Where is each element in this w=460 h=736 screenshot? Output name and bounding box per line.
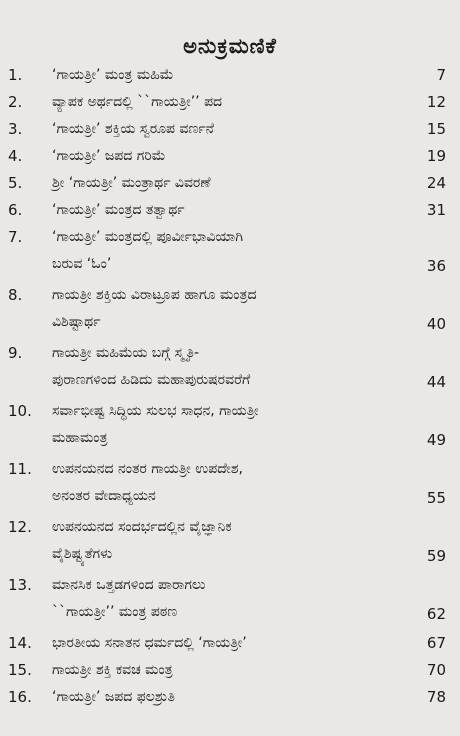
toc-entry-number: 16.	[8, 688, 32, 706]
toc-entry-page-number: 67	[426, 634, 446, 652]
toc-entry-number: 3.	[8, 120, 23, 138]
toc-entry-page-number: 49	[426, 431, 446, 449]
toc-entry-number: 7.	[8, 228, 23, 246]
toc-entry-title-line: ವಿಶಿಷ್ಟಾರ್ಥ	[52, 314, 101, 330]
toc-entry	[6, 143, 446, 170]
toc-entry-title-line: ಭಾರತೀಯ ಸನಾತನ ಧರ್ಮದಲ್ಲಿ ‘ಗಾಯತ್ರೀ’	[52, 635, 247, 651]
table-of-contents	[6, 62, 446, 711]
toc-entry-title	[52, 456, 404, 510]
toc-entry-title-line: ‘ಗಾಯತ್ರೀ’ ಮಂತ್ರ ಮಹಿಮೆ	[52, 67, 174, 83]
toc-entry-number: 5.	[8, 174, 23, 192]
toc-entry-page-number: 19	[426, 147, 446, 165]
toc-entry-page-number: 12	[426, 93, 446, 111]
toc-entry-title-line: ಉಪನಯನದ ಸಂದರ್ಭದಲ್ಲಿನ ವೈಜ್ಞಾನಿಕ	[52, 519, 232, 535]
toc-entry	[6, 398, 446, 454]
toc-entry-number: 9.	[8, 344, 23, 362]
toc-entry-title-line: ‘ಗಾಯತ್ರೀ’ ಶಕ್ತಿಯ ಸ್ವರೂಪ ವರ್ಣನೆ	[52, 121, 214, 137]
toc-entry	[6, 684, 446, 711]
toc-entry-title-line: ಶ್ರೀ ‘ಗಾಯತ್ರೀ’ ಮಂತ್ರಾರ್ಥ ವಿವರಣೆ	[52, 175, 211, 191]
toc-entry-number: 13.	[8, 576, 32, 594]
toc-entry-number: 11.	[8, 460, 32, 478]
toc-entry	[6, 572, 446, 628]
toc-entry-title	[52, 572, 404, 626]
toc-entry-page-number: 24	[426, 174, 446, 192]
toc-entry-title	[52, 197, 404, 224]
toc-entry-title-line: ಪುರಾಣಗಳಿಂದ ಹಿಡಿದು ಮಹಾಪುರುಷರವರೆಗೆ	[52, 372, 251, 388]
page-title: ಅನುಕ್ರಮಣಿಕೆ	[183, 34, 277, 58]
toc-entry-title	[52, 657, 404, 684]
toc-entry-number: 14.	[8, 634, 32, 652]
toc-entry-title-line: ಗಾಯತ್ರೀ ಮಹಿಮೆಯ ಬಗ್ಗೆ ಸ್ಮೃತಿ-	[52, 345, 200, 361]
toc-entry-page-number: 55	[426, 489, 446, 507]
toc-entry-title-line: ಬರುವ ‘ಓಂ’	[52, 256, 112, 272]
toc-entry-title-line: ``ಗಾಯತ್ರೀ’’ ಮಂತ್ರ ಪಠಣ	[52, 604, 178, 620]
toc-entry-page-number: 78	[426, 688, 446, 706]
toc-entry-title-line: ಅನಂತರ ವೇದಾಧ್ಯಯನ	[52, 488, 156, 504]
toc-entry	[6, 116, 446, 143]
toc-entry-page-number: 31	[426, 201, 446, 219]
toc-entry-page-number: 59	[426, 547, 446, 565]
toc-entry-number: 15.	[8, 661, 32, 679]
toc-entry-title	[52, 630, 404, 657]
toc-entry-number: 10.	[8, 402, 32, 420]
toc-entry	[6, 89, 446, 116]
toc-entry-page-number: 36	[426, 257, 446, 275]
toc-entry-page-number: 44	[426, 373, 446, 391]
toc-entry-title-line: ‘ಗಾಯತ್ರೀ’ ಮಂತ್ರದಲ್ಲಿ ಪೂರ್ವೀಭಾವಿಯಾಗಿ	[52, 229, 244, 245]
toc-entry-page-number: 62	[426, 605, 446, 623]
toc-entry-page-number: 40	[426, 315, 446, 333]
toc-entry-number: 12.	[8, 518, 32, 536]
toc-entry-title	[52, 62, 404, 89]
toc-entry-page-number: 7	[436, 66, 446, 84]
toc-entry-page-number: 15	[426, 120, 446, 138]
toc-entry-number: 4.	[8, 147, 23, 165]
toc-entry-title-line: ಗಾಯತ್ರೀ ಶಕ್ತಿ ಕವಚ ಮಂತ್ರ	[52, 662, 173, 678]
toc-entry	[6, 224, 446, 280]
toc-entry-title-line: ಮಾನಸಿಕ ಒತ್ತಡಗಳಿಂದ ಪಾರಾಗಲು	[52, 577, 206, 593]
toc-entry-title-line: ‘ಗಾಯತ್ರೀ’ ಜಪದ ಗರಿಮೆ	[52, 148, 166, 164]
toc-entry-title	[52, 116, 404, 143]
toc-entry	[6, 282, 446, 338]
toc-entry	[6, 340, 446, 396]
toc-entry-page-number: 70	[426, 661, 446, 679]
toc-entry-title	[52, 143, 404, 170]
toc-entry-title-line: ಉಪನಯನದ ನಂತರ ಗಾಯತ್ರೀ ಉಪದೇಶ,	[52, 461, 243, 477]
toc-entry	[6, 170, 446, 197]
toc-entry-title-line: ‘ಗಾಯತ್ರೀ’ ಮಂತ್ರದ ತತ್ವಾರ್ಥ	[52, 202, 185, 218]
toc-entry-title	[52, 89, 404, 116]
toc-entry-number: 6.	[8, 201, 23, 219]
toc-entry-title	[52, 514, 404, 568]
toc-entry-number: 2.	[8, 93, 23, 111]
toc-entry-title	[52, 398, 404, 452]
toc-entry-title	[52, 684, 404, 711]
toc-entry	[6, 197, 446, 224]
toc-entry-title-line: ಗಾಯತ್ರೀ ಶಕ್ತಿಯ ವಿರಾಟ್ರೂಪ ಹಾಗೂ ಮಂತ್ರದ	[52, 287, 257, 303]
toc-entry-title	[52, 170, 404, 197]
toc-entry	[6, 630, 446, 657]
toc-entry-title	[52, 282, 404, 336]
toc-entry-title-line: ಮಹಾಮಂತ್ರ	[52, 430, 108, 446]
toc-entry-title-line: ‘ಗಾಯತ್ರೀ’ ಜಪದ ಫಲಶ್ರುತಿ	[52, 689, 175, 705]
toc-entry	[6, 514, 446, 570]
toc-entry-title-line: ಸರ್ವಾಭೀಷ್ಟ ಸಿದ್ಧಿಯ ಸುಲಭ ಸಾಧನ, ಗಾಯತ್ರೀ	[52, 403, 259, 419]
toc-entry-title-line: ವ್ಯಾಪಕ ಅರ್ಥದಲ್ಲಿ ``ಗಾಯತ್ರೀ’’ ಪದ	[52, 94, 223, 110]
toc-entry	[6, 657, 446, 684]
toc-entry-title-line: ವೈಶಿಷ್ಟ್ಯತೆಗಳು	[52, 546, 113, 562]
toc-entry-title	[52, 340, 404, 394]
toc-entry-number: 1.	[8, 66, 23, 84]
toc-entry	[6, 62, 446, 89]
toc-entry	[6, 456, 446, 512]
toc-entry-number: 8.	[8, 286, 23, 304]
toc-entry-title	[52, 224, 404, 278]
